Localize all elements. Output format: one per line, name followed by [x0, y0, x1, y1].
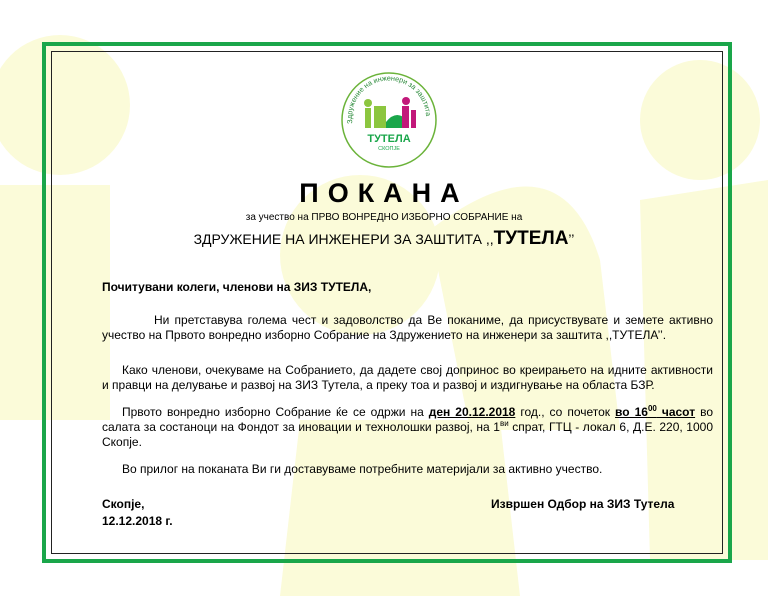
logo-city: СКОПЈЕ [378, 146, 400, 152]
meeting-text-4: спрат, ГТЦ - локал 6, Д.Е. 220, 1000 Скопје. [102, 420, 714, 449]
paragraph-meeting-details [102, 405, 713, 450]
meeting-time-minutes: 00 [647, 404, 657, 413]
logo-name: ТУТЕЛА [367, 133, 411, 145]
document-title: ПОКАНА [299, 178, 469, 208]
org-suffix: ’’ [568, 231, 575, 247]
meeting-time [615, 405, 695, 419]
paragraph-invitation: Ни претставува голема чест и задоволство да Ве поканиме, да присуствувате и земете активно учество на Првото вонредно изборно Собрание на Здружението на инженери за заштита ,,ТУТЕЛА’’. [102, 313, 713, 342]
document-subtitle: за учество на ПРВО ВОНРЕДНО ИЗБОРНО СОБРАНИЕ на [245, 212, 523, 223]
tutela-logo [339, 70, 439, 170]
paragraph-materials: Во прилог на поканата Ви ги доставуваме потребните материјали за активно учество. [122, 462, 603, 476]
org-name: ТУТЕЛА [493, 228, 569, 249]
footer-date: 12.12.2018 г. [102, 514, 173, 528]
meeting-text-3: во салата за состаноци на Фондот за иновации и технолошки развој, на 1 [102, 405, 713, 434]
footer-place: Скопје, [102, 497, 145, 511]
paragraph-members: Како членови, очекуваме на Собранието, да дадете свој допринос во креирањето на идните активности и правци на делување и развој на ЗИЗ Тутела, а преку тоа и развој и издигнување на областа БЗР. [102, 363, 713, 392]
organization-name [0, 228, 768, 250]
meeting-text-1: Првото вонредно изборно Собрание ќе се одржи на [122, 405, 429, 419]
footer-signature: Извршен Одбор на ЗИЗ Тутела [491, 497, 675, 511]
meeting-time-post: часот [656, 405, 696, 419]
org-prefix: ЗДРУЖЕНИЕ НА ИНЖЕНЕРИ ЗА ЗАШТИТА ,, [193, 231, 494, 247]
meeting-text-2: год., со почеток [515, 405, 616, 419]
logo-arc-text: Здружение на инженери за заштита [344, 73, 434, 125]
meeting-date: ден 20.12.2018 [428, 405, 516, 419]
meeting-time-pre: во 16 [615, 405, 648, 419]
floor-suffix: ви [499, 419, 509, 428]
greeting: Почитувани колеги, членови на ЗИЗ ТУТЕЛА, [102, 280, 372, 294]
